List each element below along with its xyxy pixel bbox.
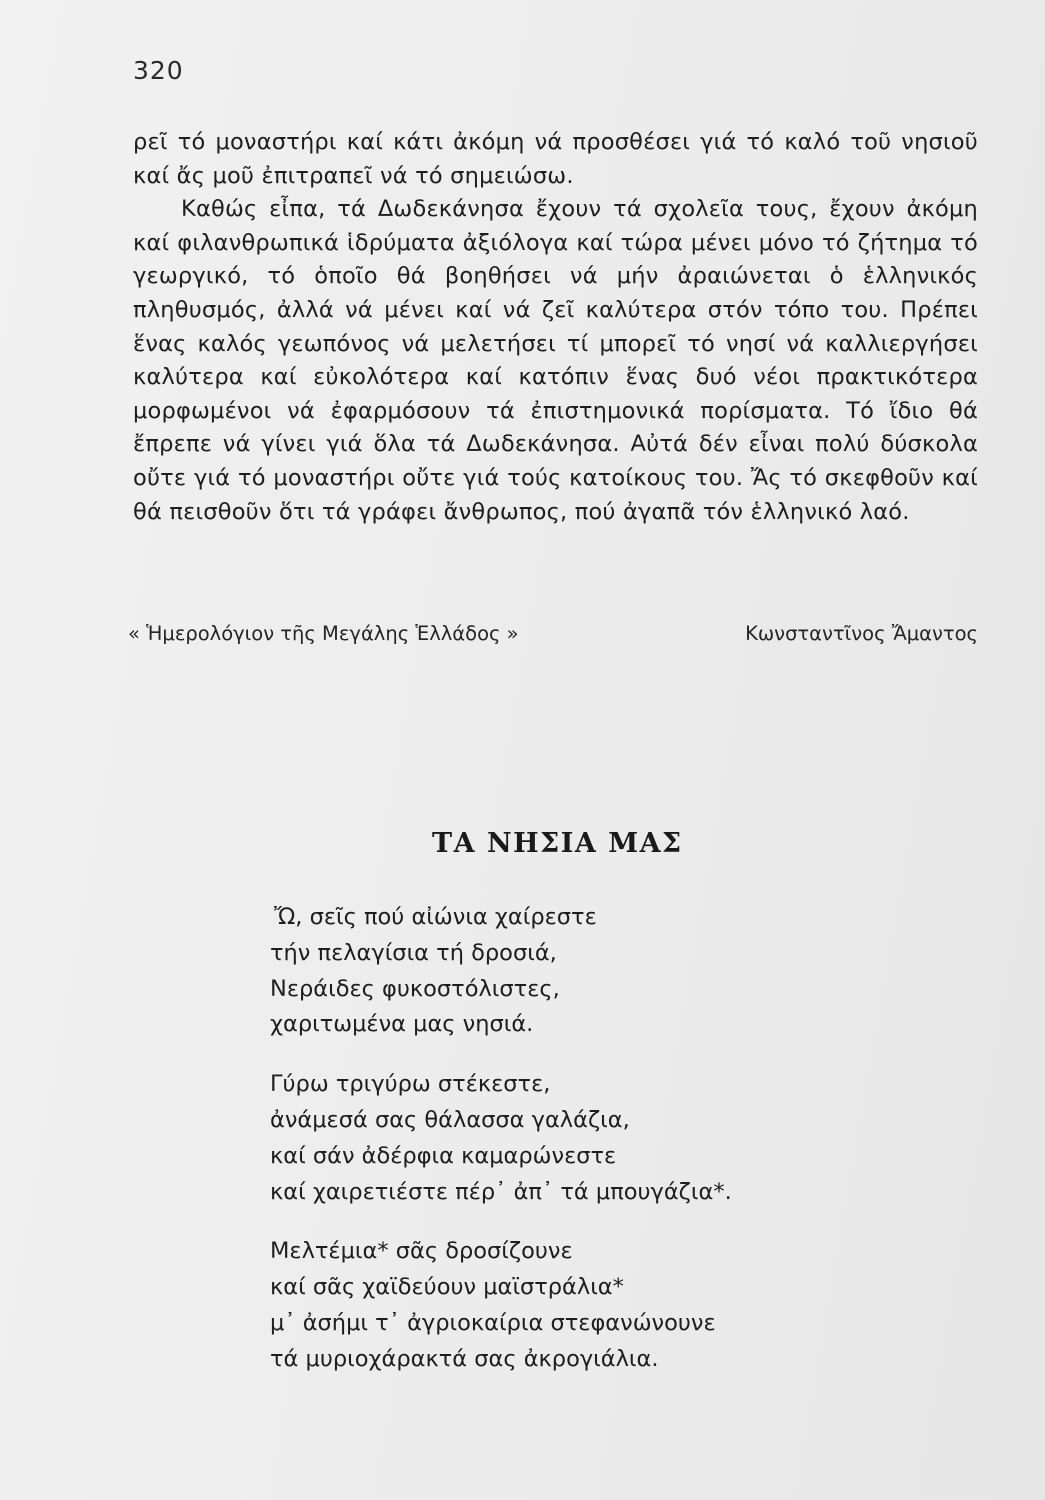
poem-stanza xyxy=(270,1067,732,1210)
poem-verse: ἀνάμεσά σας θάλασσα γαλάζια, xyxy=(270,1106,630,1133)
poem-verse: καί σάν ἀδέρφια καμαρώνεστε xyxy=(270,1142,617,1169)
poem-stanza xyxy=(270,1234,732,1377)
page-number: 320 xyxy=(133,56,184,85)
poem-verse: Γύρω τριγύρω στέκεστε, xyxy=(270,1071,551,1098)
poem-stanza xyxy=(270,900,732,1043)
poem-verse: Νεράιδες φυκοστόλιστες, xyxy=(270,975,560,1002)
poem-body xyxy=(270,900,732,1402)
source-publication: « Ἡμερολόγιον τῆς Μεγάλης Ἑλλάδος » xyxy=(128,622,519,645)
prose-paragraph: Καθώς εἶπα, τά Δωδεκάνησα ἔχουν τά σχολεῖα τους, ἔχουν ἀκόμη καί φιλανθρωπικά ἱδρύματα ἀξιόλογα καί τώρα μένει μόνο τό ζήτημα τό γεωργικό, τό ὁποῖο θά βοηθήσει νά μήν ἀραιώνεται ὁ ἑλληνικός πληθυσμός, ἀλλά νά μένει καί νά ζεῖ καλύτερα στόν τόπο του. Πρέπει ἕνας καλός γεωπόνος νά μελετήσει τί μπορεῖ τό νησί νά καλλιεργήσει καλύτερα καί εὐκολότερα καί κατόπιν ἕνας δυό νέοι πρακτικότερα μορφωμένοι νά ἐφαρμόσουν τά ἐπιστημονικά πορίσματα. Τό ἴδιο θά ἔπρεπε νά γίνει γιά ὅλα τά Δωδεκάνησα. Αὐτά δέν εἶναι πολύ δύσκολα οὔτε γιά τό μοναστήρι οὔτε γιά τούς κατοίκους του. Ἄς τό σκεφθοῦν καί θά πεισθοῦν ὅτι τά γράφει ἄνθρωπος, πού ἀγαπᾶ τόν ἑλληνικό λαό. xyxy=(133,196,978,525)
source-attribution xyxy=(128,622,978,645)
poem-verse: καί χαιρετιέστε πέρ᾽ ἀπ᾽ τά μπουγάζια*. xyxy=(270,1178,732,1205)
prose-paragraph: ρεῖ τό μοναστήρι καί κάτι ἀκόμη νά προσθέσει γιά τό καλό τοῦ νησιοῦ καί ἄς μοῦ ἐπιτραπεῖ νά τό σημειώσω. xyxy=(133,129,978,189)
poem-verse: Μελτέμια* σᾶς δροσίζουνε xyxy=(270,1238,573,1265)
poem-verse: χαριτωμένα μας νησιά. xyxy=(270,1011,534,1038)
poem-verse: τά μυριοχάρακτά σας ἀκρογιάλια. xyxy=(270,1345,659,1372)
poem-title: ΤΑ ΝΗΣΙΑ ΜΑΣ xyxy=(432,828,683,859)
poem-verse: καί σᾶς χαϊδεύουν μαϊστράλια* xyxy=(270,1274,624,1301)
source-author: Κωνσταντῖνος Ἄμαντος xyxy=(745,622,978,645)
poem-verse: τήν πελαγίσια τή δροσιά, xyxy=(270,939,557,966)
poem-verse: μ᾽ ἀσήμι τ᾽ ἀγριοκαίρια στεφανώνουνε xyxy=(270,1309,716,1336)
prose-body xyxy=(133,126,978,529)
poem-verse: Ὤ, σεῖς πού αἰώνια χαίρεστε xyxy=(274,904,597,930)
